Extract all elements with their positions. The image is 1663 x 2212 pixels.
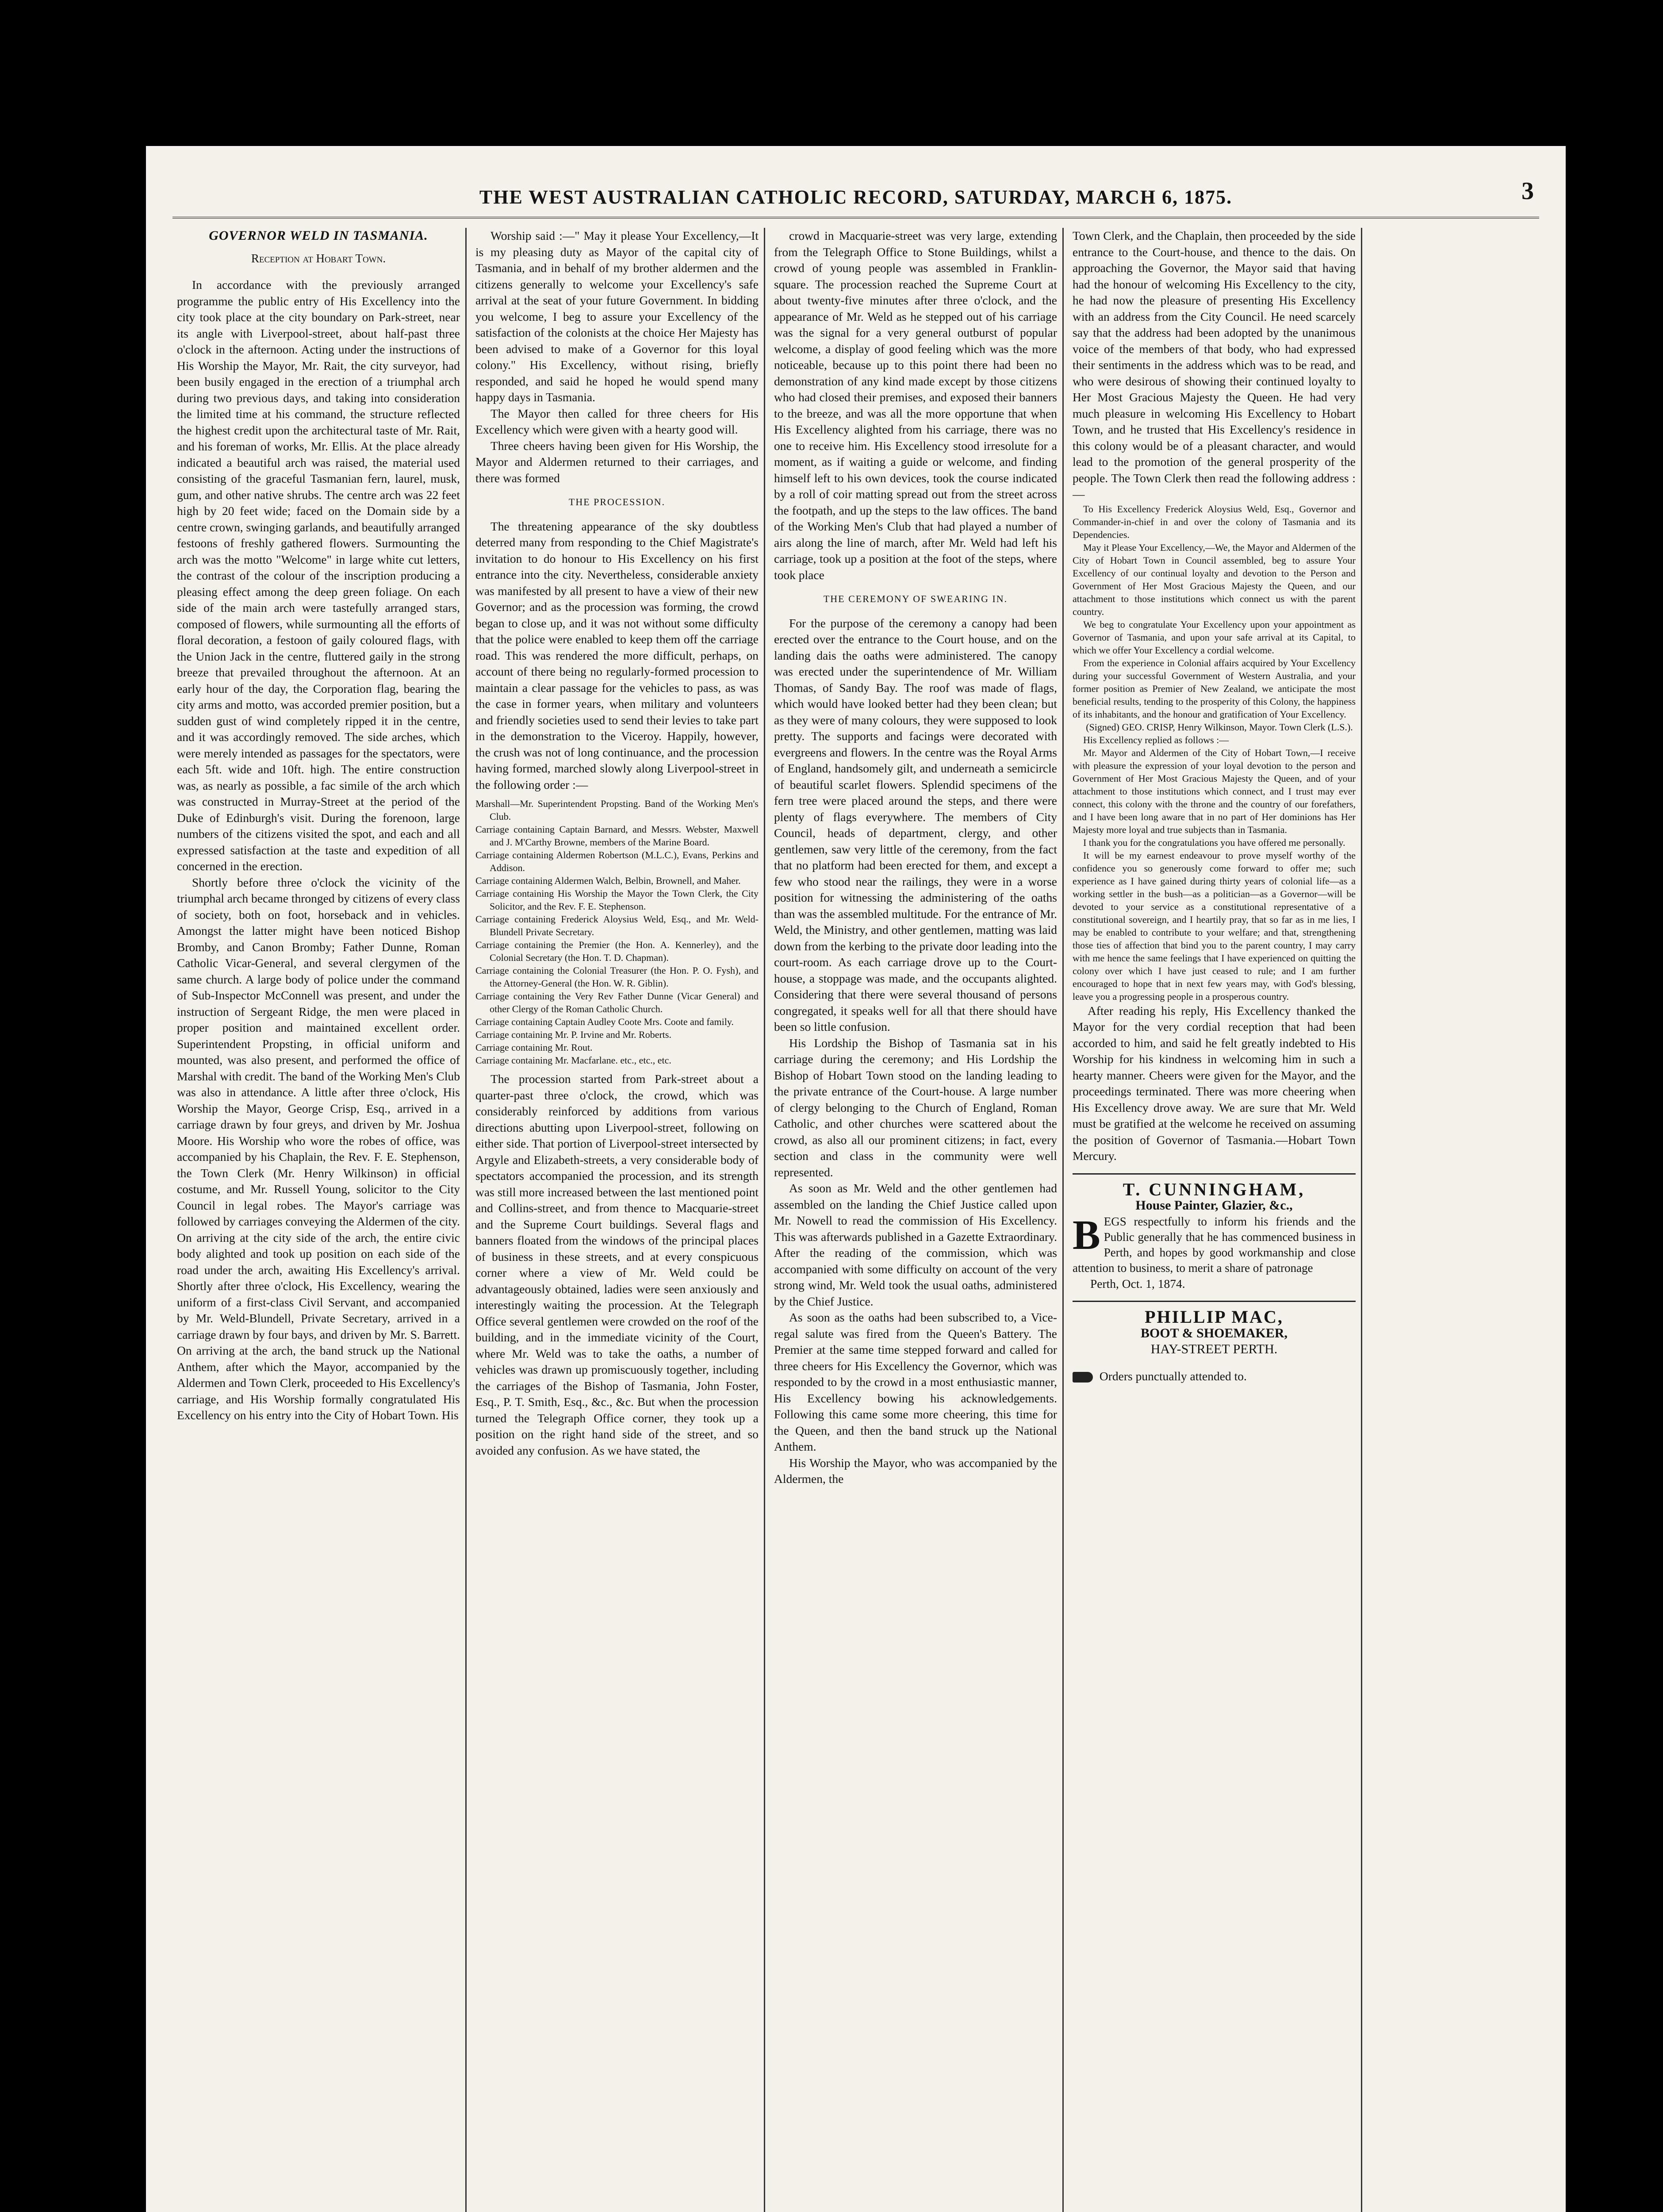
advertisement-cunningham [1073, 1173, 1356, 1292]
paragraph: Shortly before three o'clock the vicinity of the triumphal arch became thronged by citizens of every class of society, both on foot, horseback and in vehicles. Amongst the latter might have been noticed Bishop Bromby, and Canon Bromby; Father Dunne, Roman Catholic Vicar-General, and several clergymen of the same church. A large body of police under the command of Sub-Inspector McConnell was present, and under the instruction of Sergeant Ridge, the men were placed in proper position and maintained excellent order. Superintendent Propsting, in official uniform and mounted, was also present, and performed the office of Marshal with credit. The band of the Working Men's Club was also in attendance. A little after three o'clock, His Worship the Mayor, George Crisp, Esq., arrived in a carriage drawn by four greys, and driven by Mr. Joshua Moore. His Worship who wore the robes of office, was accompanied by his Chaplain, the Rev. F. E. Stephenson, the Town Clerk (Mr. Henry Wilkinson) in official costume, and Mr. Russell Young, solicitor to the City Council in legal robes. The Mayor's carriage was followed by carriages conveying the Aldermen of the city. On arriving at the city side of the arch, the entire civic body alighted and took up position on each side of the road under the arch, awaiting His Excellency's arrival. Shortly after three o'clock, His Excellency, wearing the uniform of a first-class Civil Servant, and accompanied by Mr. Weld-Blundell, Private Secretary, arrived in a carriage drawn by four bays, and driven by Mr. S. Barrett. On arriving at the arch, the band struck up the National Anthem, after which the Mayor, accompanied by the Aldermen and Town Clerk, proceeded to His Excellency's carriage, and His Worship formally congratulated His Excellency on his entry into the City of Hobart Town. His [177, 875, 460, 1422]
paragraph: The threatening appearance of the sky doubtless deterred many from responding to the Chief Magistrate's invitation to do honour to His Excellency on his first entrance into the city. Nevertheless, considerable anxiety was manifested by all present to have a view of their new Governor; and as the procession was forming, the crowd began to close up, and it was not without some difficulty that the police were enabled to keep them off the carriage road. This was rendered the more difficult, perhaps, on account of there being no regularly-formed procession to maintain a clear passage for the vehicles to pass, as was the case in former years, when military and volunteers and friendly societies used to send their levies to take part in the demonstration to the Viceroy. Happily, however, the crush was not of long continuance, and the procession having formed, marched slowly along Liverpool-street in the following order :— [475, 519, 759, 791]
ad-trade: BOOT & SHOEMAKER, [1141, 1325, 1287, 1340]
list-item: Carriage containing Mr. Macfarlane. etc., etc., etc. [475, 1055, 671, 1066]
list-item: Carriage containing Captain Audley Coote Mrs. Coote and family. [475, 1016, 734, 1027]
article-title: GOVERNOR WELD IN TASMANIA. [209, 228, 428, 243]
advertisement-phillip [1073, 1301, 1356, 1384]
ad-body [1073, 1214, 1356, 1276]
address-paragraph: His Excellency replied as follows :— [1083, 734, 1229, 745]
list-item: Carriage containing Aldermen Robertson (M.L.C.), Evans, Perkins and Addison. [475, 849, 759, 873]
column-rule [764, 228, 765, 2212]
reply-paragraph: Mr. Mayor and Aldermen of the City of Hobart Town,—I receive with pleasure the expression of your loyal devotion to the person and Government of Her Most Gracious Majesty the Queen, and of your attachment to those institutions which connect, and I trust may ever connect, this colony with the throne and the country of our forefathers, and I have been long aware that in no part of Her dominions has Her Majesty more loyal and true subjects than in Tasmania. [1073, 747, 1356, 835]
list-item: Carriage containing Mr. Rout. [475, 1042, 593, 1053]
paragraph: For the purpose of the ceremony a canopy had been erected over the entrance to the Court house, and on the landing dais the oaths were administered. The canopy was erected under the superintendence of Mr. William Thomas, of Sandy Bay. The roof was made of flags, which would have looked better had they been clean; but as they were of many colours, they were supposed to look pretty. The supports and facings were decorated with evergreens and flowers. In the centre was the Royal Arms of England, handsomely gilt, and underneath a semicircle of beautiful scarlet flowers. Splendid specimens of the fern tree were placed around the steps, and there were plenty of flags everywhere. The members of City Council, heads of department, clergy, and other gentlemen, saw very little of the ceremony, from the fact that no platform had been erected for them, and except a few who stood near the railings, they were in a worse position for witnessing the administering of the oaths than was the assembled multitude. For the entrance of Mr. Weld, the Ministry, and other gentlemen, matting was laid down from the kerbing to the private door leading into the court-room. As each carriage drove up to the Court-house, a stoppage was made, and the occupants alighted. Considering that there were several thousand of persons congregated, it speaks well for all that there should have been so little confusion. [774, 616, 1057, 1033]
ad-name: T. CUNNINGHAM, [1123, 1179, 1306, 1199]
ad-note [1073, 1368, 1356, 1385]
column-3 [774, 228, 1057, 2212]
ad-address: HAY-STREET PERTH. [1150, 1342, 1278, 1356]
list-item: Carriage containing Captain Barnard, and Messrs. Webster, Maxwell and J. M'Carthy Browne, members of the Marine Board. [475, 824, 759, 848]
page-number: 3 [1521, 177, 1535, 205]
address-paragraph: May it Please Your Excellency,—We, the Mayor and Aldermen of the City of Hobart Town in Council assembled, beg to assure Your Excellency of our continual loyalty and devotion to the Person and Government of Her Most Gracious Majesty the Queen, and our attachment to those institutions which connect us with the parent country. [1073, 541, 1356, 617]
section-heading-ceremony: THE CEREMONY OF SWEARING IN. [823, 593, 1008, 604]
column-rule [1062, 228, 1064, 2212]
list-item: Carriage containing the Colonial Treasurer (the Hon. P. O. Fysh), and the Attorney-General (the Hon. W. R. Giblin). [475, 965, 759, 989]
article-subtitle: Reception at Hobart Town. [251, 251, 386, 265]
list-item: Marshall—Mr. Superintendent Propsting. Band of the Working Men's Club. [475, 798, 759, 822]
column-1 [177, 228, 460, 2212]
paragraph: As soon as Mr. Weld and the other gentlemen had assembled on the landing the Chief Justice called upon Mr. Nowell to read the commission of His Excellency. This was afterwards published in a Gazette Extraordinary. After the reading of the commission, which was accompanied with some difficulty on account of the very strong wind, Mr. Weld took the usual oaths, administered by the Chief Justice. [774, 1181, 1057, 1308]
reply-paragraph: It will be my earnest endeavour to prove myself worthy of the confidence you so generously come forward to offer me; such experience as I have gained during thirty years of colonial life—as a working settler in the bush—as a politician—as a Governor—will be devoted to your service as a constitutional representative of a constitutional sovereign, and I heartily pray, that so far as in me lies, I may be enabled to contribute to your welfare; and that, strengthening those ties of affection that bind you to the parent country, I may carry with me hence the same feelings that I have experienced on quitting the colony over which I have just ceased to rule; and I am further encouraged to hope that in next few years may, with God's blessing, leave you a progressing people in a prosperous country. [1073, 849, 1356, 1002]
paragraph: The Mayor then called for three cheers for His Excellency which were given with a hearty good will. [475, 406, 759, 436]
list-item: Carriage containing the Premier (the Hon. A. Kennerley), and the Colonial Secretary (the Hon. T. D. Chapman). [475, 939, 759, 963]
paragraph: After reading his reply, His Excellency thanked the Mayor for the very cordial reception that had been accorded to him, and said he felt greatly indebted to His Worship for his kindness in welcoming him in such a hearty manner. Cheers were given for the Mayor, and the proceedings terminated. There was more cheering when His Excellency drove away. We are sure that Mr. Weld must be gratified at the welcome he received on assuming the position of Governor of Tasmania.—Hobart Town Mercury. [1073, 1003, 1356, 1163]
column-2 [475, 228, 759, 2212]
list-item: Carriage containing His Worship the Mayor the Town Clerk, the City Solicitor, and the Rev. F. E. Stephenson. [475, 888, 759, 912]
list-item: Carriage containing Mr. P. Irvine and Mr. Roberts. [475, 1029, 671, 1040]
column-rule [1361, 228, 1362, 2212]
list-item: Carriage containing Frederick Aloysius Weld, Esq., and Mr. Weld-Blundell Private Secretary. [475, 914, 759, 937]
drop-cap: B [1073, 1212, 1100, 1258]
pointing-hand-icon [1073, 1372, 1093, 1382]
procession-order-list [475, 797, 759, 1067]
ad-name: PHILLIP MAC, [1145, 1307, 1284, 1327]
paragraph: Worship said :—" May it please Your Excellency,—It is my pleasing duty as Mayor of the capital city of Tasmania, and in behalf of my brother aldermen and the citizens generally to welcome your Excellency's safe arrival at the seat of your future Government. In bidding you welcome, I beg to assure your Excellency of the satisfaction of the colonists at the choice Her Majesty has been advised to make of a Governor for this loyal colony." His Excellency, without rising, briefly responded, and said he hoped he would spend many happy days in Tasmania. [475, 229, 759, 404]
ad-date: Perth, Oct. 1, 1874. [1090, 1276, 1185, 1290]
ad-trade: House Painter, Glazier, &c., [1135, 1198, 1293, 1213]
masthead-title: THE WEST AUSTRALIAN CATHOLIC RECORD, SATURDAY, MARCH 6, 1875. [479, 186, 1233, 208]
paragraph: His Worship the Mayor, who was accompanied by the Aldermen, the [774, 1455, 1057, 1486]
ad-note-text: Orders punctually attended to. [1099, 1369, 1247, 1383]
column-4 [1073, 228, 1356, 2212]
address-paragraph: To His Excellency Frederick Aloysius Weld, Esq., Governor and Commander-in-chief in and over the colony of Tasmania and its Dependencies. [1073, 503, 1356, 540]
paragraph: Three cheers having been given for His Worship, the Mayor and Aldermen returned to their carriages, and there was formed [475, 438, 759, 485]
address-paragraph: We beg to congratulate Your Excellency upon your appointment as Governor of Tasmania, and upon your safe arrival at its Capital, to which we offer Your Excellency a cordial welcome. [1073, 618, 1356, 656]
masthead [172, 177, 1539, 219]
paragraph: crowd in Macquarie-street was very large, extending from the Telegraph Office to Stone Buildings, whilst a crowd of young people was assembled in Franklin-square. The procession reached the Supreme Court at about twenty-five minutes after three o'clock, and the appearance of Mr. Weld as he stepped out of his carriage was the signal for a very general outburst of popular welcome, a display of good feeling which was the more noticeable, because up to this point there had been no demonstration of any kind made except by those citizens who had closed their premises, and exposed their banners to the breeze, and was all the more opportune that when His Excellency alighted from his carriage, there was no one to receive him. His Excellency stood irresolute for a moment, as if waiting a guide or welcome, and finding himself left to his own devices, took the course indicated by a roll of coir matting spread out from the street across the footpath, and up the steps to the law offices. The band of the Working Men's Club that had played a number of airs along the line of march, after Mr. Weld had left his carriage, took up a position at the foot of the steps, where took place [774, 229, 1057, 582]
paragraph: The procession started from Park-street about a quarter-past three o'clock, the crowd, which was considerably reinforced by additions from various directions abutting upon Liverpool-street, following on either side. That portion of Liverpool-street intersected by Argyle and Elizabeth-streets, a very considerable body of spectators accompanied the procession, and its strength was still more increased between the last mentioned point and Collins-street, and from thence to Macquarie-street and the Supreme Court buildings. Several flags and banners floated from the windows of the principal places of business in these streets, and at every conspicuous corner where a view of Mr. Weld could be advantageously obtained, ladies were seen anxiously and interestingly waiting the procession. At the Telegraph Office several gentlemen were crowded on the roof of the building, and in the immediate vicinity of the Court, where Mr. Weld was to take the oaths, a number of vehicles was drawn up promiscuously together, including the carriages of the Bishop of Tasmania, John Foster, Esq., P. T. Smith, Esq., &c., &c. But when the procession turned the Telegraph Office corner, they took up a position on the right hand side of the street, and so avoided any confusion. As we have stated, the [475, 1072, 759, 1457]
paragraph: In accordance with the previously arranged programme the public entry of His Excellency into the city took place at the city boundary on Park-street, near its angle with Liverpool-street, about half-past three o'clock in the afternoon. Acting under the instructions of His Worship the Mayor, Mr. Rait, the city surveyor, had been busily engaged in the erection of a triumphal arch during two previous days, and taking into consideration the limited time at his command, the structure reflected the highest credit upon the architectural taste of Mr. Rait, and his foreman of works, Mr. Ellis. At the place already indicated a beautiful arch was raised, the material used consisting of the graceful Tasmanian fern, laurel, musk, gum, and other native shrubs. The centre arch was 22 feet high by 20 feet wide; faced on the Domain side by a centre crown, swinging garlands, and beautifully arranged festoons of freshly gathered flowers. Surmounting the arch was the motto "Welcome" in large white cut letters, the contrast of the colour of the inscription producing a pleasing effect among the deep green foliage. On each side of the main arch were tastefully arranged stars, composed of flowers, while surmounting all the efforts of floral decoration, a festoon of gaily coloured flags, with the Union Jack in the centre, fluttered gaily in the strong breeze that prevailed throughout the afternoon. At an early hour of the day, the Corporation flag, bearing the city arms and motto, was accorded premier position, but a sudden gust of wind completely ripped it in the centre, and it was accordingly removed. The side arches, which were merely intended as passages for the spectators, were each 5ft. wide and 10ft. high. The entire construction was, as nearly as possible, a fac simile of the arch which was constructed in Murray-Street at the period of the Duke of Edinburgh's visit. During the forenoon, large numbers of the citizens visited the spot, and each and all expressed satisfaction at the taste and expedition of all concerned in the erection. [177, 278, 460, 873]
paragraph: Town Clerk, and the Chaplain, then proceeded by the side entrance to the Court-house, and thence to the dais. On approaching the Governor, the Mayor said that having had the honour of welcoming His Excellency to the city, he had now the pleasure of presenting His Excellency with an address from the City Council. He need scarcely say that the address had been adopted by the unanimous voice of the members of that body, who had expressed their sentiments in the address which was to be read, and who were desirous of showing their continued loyalty to Her Most Gracious Majesty the Queen. He had very much pleasure in welcoming His Excellency to Hobart Town, and he trusted that His Excellency's residence in this colony would be of a pleasant character, and would lead to the promotion of the general prosperity of the people. The Town Clerk then read the following address :— [1073, 229, 1356, 501]
paragraph: His Lordship the Bishop of Tasmania sat in his carriage during the ceremony; and His Lordship the Bishop of Hobart Town stood on the landing leading to the private entrance of the Court-house. A large number of clergy belonging to the Church of England, Roman Catholic, and other churches were scattered about the crowd, as also all our prominent citizens; in fact, every section and class in the community were well represented. [774, 1036, 1057, 1179]
list-item: Carriage containing the Very Rev Father Dunne (Vicar General) and other Clergy of the Roman Catholic Church. [475, 991, 759, 1014]
address-text [1073, 503, 1356, 1003]
address-paragraph: From the experience in Colonial affairs acquired by Your Excellency during your successful Government of Western Australia, and your former position as Premier of New Zealand, we anticipate the most beneficial results, tending to the prosperity of this Colony, the happiness of its inhabitants, and the honour and gratification of Your Excellency. [1073, 657, 1356, 720]
section-heading-procession: THE PROCESSION. [568, 496, 666, 507]
paragraph: As soon as the oaths had been subscribed to, a Vice-regal salute was fired from the Queen's Battery. The Premier at the same time stepped forward and called for three cheers for His Excellency the Governor, which was responded to by the crowd in a most enthusiastic manner, His Excellency bowing his acknowledgements. Following this came some more cheering, this time for the Queen, and then the band struck up the National Anthem. [774, 1310, 1057, 1453]
reply-paragraph: I thank you for the congratulations you have offered me personally. [1083, 837, 1345, 848]
newspaper-page [146, 146, 1566, 2212]
list-item: Carriage containing Aldermen Walch, Belbin, Brownell, and Maher. [475, 875, 741, 886]
signature-block: (Signed) GEO. CRISP, Henry Wilkinson, Mayor. Town Clerk (L.S.). [1086, 721, 1353, 733]
column-rule [465, 228, 467, 2212]
ad-text: EGS respectfully to inform his friends and the Public generally that he has commenced business in Perth, and hopes by good workmanship and close attention to business, to merit a share of patronage [1073, 1214, 1356, 1275]
